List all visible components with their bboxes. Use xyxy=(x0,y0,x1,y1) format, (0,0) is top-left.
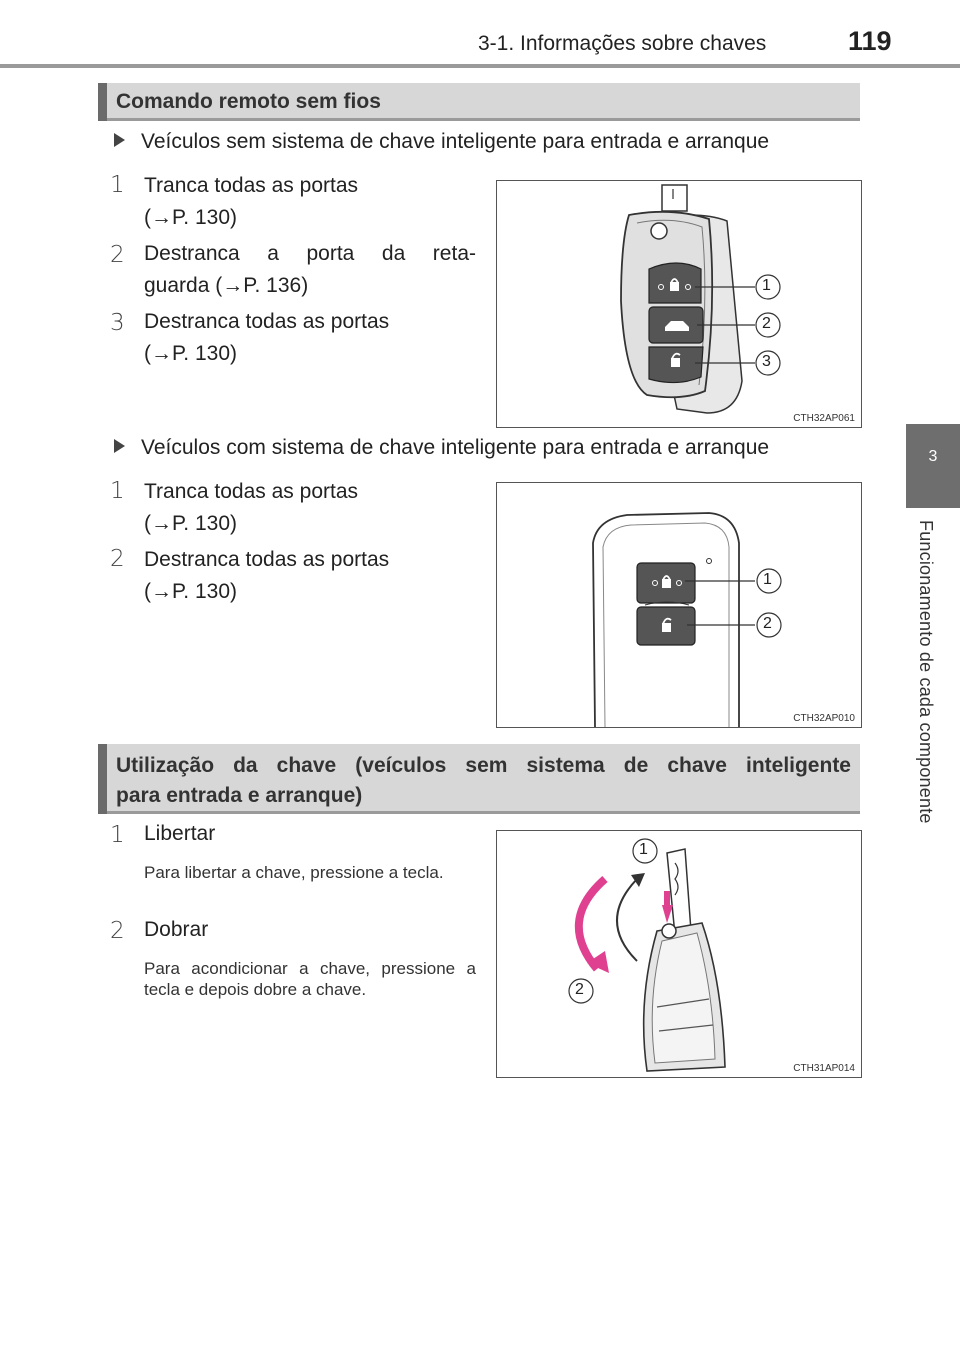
callout-2: 2 xyxy=(763,615,772,632)
section-title: Comando remoto sem fios xyxy=(116,90,381,113)
list-item-label: Libertar xyxy=(144,822,216,845)
triangle-bullet-icon xyxy=(114,439,125,453)
list-item-ref: (→P. 130) xyxy=(144,342,237,365)
section-title-line1: Utilização da chave (veículos sem sistema de chave inteligente xyxy=(116,754,851,777)
list-item-ref: (→P. 130) xyxy=(144,206,237,229)
list-item-text: Destranca todas as portas xyxy=(144,548,390,571)
item-number: 2 xyxy=(110,918,125,944)
header-rule xyxy=(0,64,960,68)
figure-key-fold xyxy=(496,830,862,1078)
list-item-desc: Para libertar a chave, pressione a tecla. xyxy=(144,863,444,882)
figure-code: CTH32AP061 xyxy=(793,413,855,424)
list-item-text: Tranca todas as portas xyxy=(144,480,358,503)
list-item-ref: (→P. 130) xyxy=(144,512,237,535)
list-item xyxy=(144,544,476,608)
list-item-desc: Para acondicionar a chave, pressione a tecla e depois dobre a chave. xyxy=(144,959,476,999)
subsection-heading xyxy=(114,130,769,154)
figure-code: CTH32AP010 xyxy=(793,713,855,724)
item-number: 3 xyxy=(110,310,125,336)
running-header-section: 3-1. Informações sobre chaves xyxy=(478,32,767,55)
callout-1: 1 xyxy=(762,277,771,294)
figure-code: CTH31AP014 xyxy=(793,1063,855,1074)
key-remote-illustration xyxy=(497,181,863,429)
list-item-text: Destranca todas as portas xyxy=(144,310,390,333)
section-heading-bar xyxy=(98,83,860,121)
item-number: 1 xyxy=(110,822,125,848)
section-title-line2: para entrada e arranque) xyxy=(116,784,363,807)
item-number: 2 xyxy=(110,546,125,572)
figure-smart-key xyxy=(496,482,862,728)
list-item xyxy=(144,476,476,540)
subsection-heading-text: Veículos com sistema de chave inteligente para entrada e arranque xyxy=(141,436,770,459)
item-number: 1 xyxy=(110,172,125,198)
list-item-ref: guarda (→P. 136) xyxy=(144,274,309,297)
callout-2: 2 xyxy=(762,315,771,332)
section-heading-bar xyxy=(98,744,860,814)
subsection-heading-text: Veículos sem sistema de chave inteligente para entrada e arranque xyxy=(141,130,770,153)
list-item xyxy=(144,238,476,302)
callout-1: 1 xyxy=(639,841,648,858)
list-item xyxy=(144,306,476,370)
chapter-tab xyxy=(906,424,960,508)
callout-3: 3 xyxy=(762,353,771,370)
key-fold-illustration xyxy=(497,831,863,1079)
chapter-title: Funcionamento de cada componente xyxy=(916,520,936,824)
list-item-ref: (→P. 130) xyxy=(144,580,237,603)
list-item xyxy=(144,170,476,234)
callout-2: 2 xyxy=(575,981,584,998)
list-item-text: Tranca todas as portas xyxy=(144,174,358,197)
item-number: 2 xyxy=(110,242,125,268)
item-number: 1 xyxy=(110,478,125,504)
callout-1: 1 xyxy=(763,571,772,588)
list-item-text: Destranca a porta da reta- xyxy=(144,242,476,265)
triangle-bullet-icon xyxy=(114,133,125,147)
smart-key-illustration xyxy=(497,483,863,729)
page-number: 119 xyxy=(848,26,892,56)
figure-key-remote-flip xyxy=(496,180,862,428)
chapter-number: 3 xyxy=(928,448,938,465)
subsection-heading xyxy=(114,436,769,460)
list-item-label: Dobrar xyxy=(144,918,209,941)
